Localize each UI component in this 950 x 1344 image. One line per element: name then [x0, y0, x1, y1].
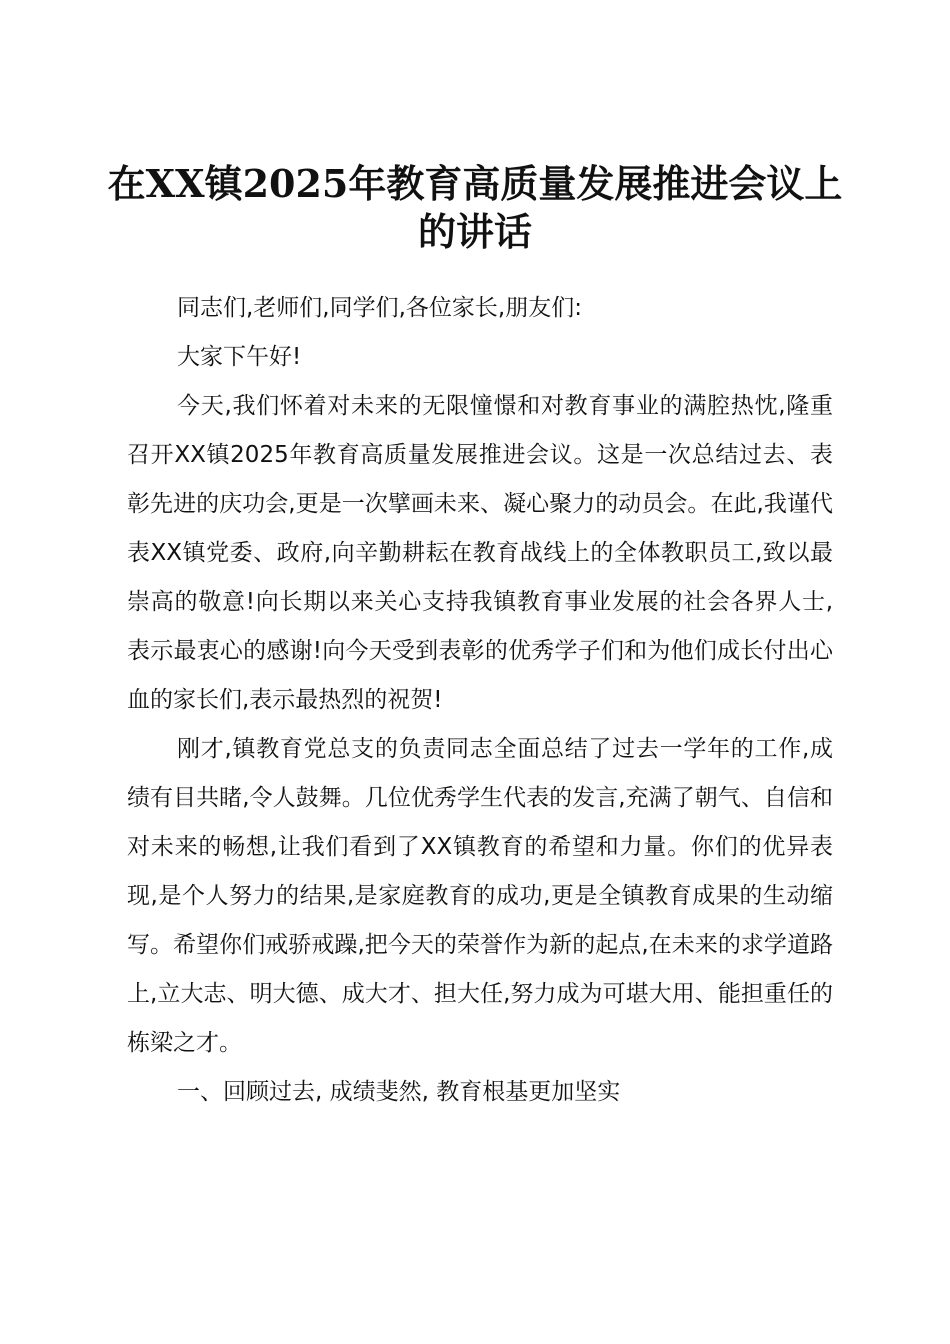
document-title: 在XX镇2025年教育高质量发展推进会议上的讲话	[107, 161, 843, 254]
salutation: 同志们,老师们,同学们,各位家长,朋友们:	[177, 295, 582, 321]
section-heading: 一、回顾过去, 成绩斐然, 教育根基更加坚实	[177, 1079, 621, 1105]
greeting: 大家下午好!	[177, 344, 302, 370]
document-body	[127, 284, 833, 1117]
paragraph-opening: 今天,我们怀着对未来的无限憧憬和对教育事业的满腔热忱,隆重召开XX镇2025年教育高质量发展推进会议。这是一次总结过去、表彰先进的庆功会,更是一次擘画未来、凝心聚力的动员会。在此,我谨代表XX镇党委、政府,向辛勤耕耘在教育战线上的全体教职员工,致以最崇高的敬意!向长期以来关心支持我镇教育事业发展的社会各界人士,表示最衷心的感谢!向今天受到表彰的优秀学子们和为他们成长付出心血的家长们,表示最热烈的祝贺!	[127, 393, 833, 713]
paragraph-review: 刚才,镇教育党总支的负责同志全面总结了过去一学年的工作,成绩有目共睹,令人鼓舞。几位优秀学生代表的发言,充满了朝气、自信和对未来的畅想,让我们看到了XX镇教育的希望和力量。你们的优异表现,是个人努力的结果,是家庭教育的成功,更是全镇教育成果的生动缩写。希望你们戒骄戒躁,把今天的荣誉作为新的起点,在未来的求学道路上,立大志、明大德、成大才、担大任,努力成为可堪大用、能担重任的栋梁之才。	[127, 736, 833, 1056]
